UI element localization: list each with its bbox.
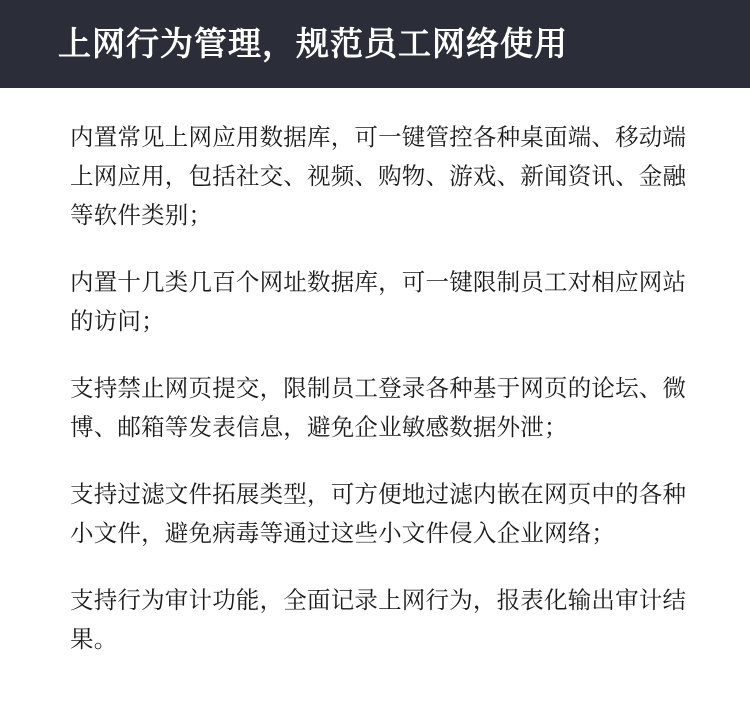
feature-paragraph: 内置十几类几百个网址数据库，可一键限制员工对相应网站的访问； bbox=[70, 269, 687, 334]
feature-paragraph: 支持过滤文件拓展类型，可方便地过滤内嵌在网页中的各种小文件，避免病毒等通过这些小文件侵入企业网络； bbox=[70, 481, 687, 546]
page-title: 上网行为管理，规范员工网络使用 bbox=[58, 25, 568, 63]
header-banner bbox=[0, 0, 750, 88]
feature-description-list bbox=[0, 88, 750, 659]
feature-paragraph: 支持禁止网页提交，限制员工登录各种基于网页的论坛、微博、邮箱等发表信息，避免企业敏感数据外泄； bbox=[70, 375, 687, 440]
feature-paragraph: 支持行为审计功能，全面记录上网行为，报表化输出审计结果。 bbox=[70, 587, 687, 652]
feature-paragraph: 内置常见上网应用数据库，可一键管控各种桌面端、移动端上网应用，包括社交、视频、购物、游戏、新闻资讯、金融等软件类别； bbox=[70, 124, 687, 228]
